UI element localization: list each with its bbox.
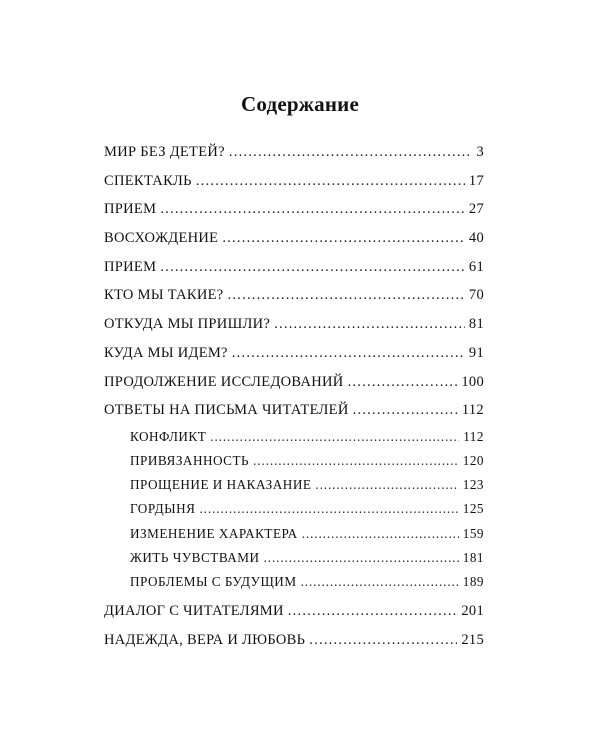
toc-subentry-page: 112 bbox=[463, 428, 484, 444]
toc-entry bbox=[104, 253, 484, 282]
toc-entry-label: КТО МЫ ТАКИЕ? bbox=[104, 287, 224, 304]
dot-leader bbox=[309, 626, 457, 655]
dot-leader bbox=[302, 522, 459, 546]
toc-subentry bbox=[104, 546, 484, 570]
toc-subentry-label: ГОРДЫНЯ bbox=[130, 501, 196, 517]
toc-subentry-label: КОНФЛИКТ bbox=[130, 428, 207, 444]
dot-leader bbox=[232, 339, 465, 368]
toc-entry-label: ПРИЕМ bbox=[104, 201, 157, 218]
dot-leader bbox=[210, 425, 459, 449]
toc-entry-page: 40 bbox=[468, 230, 484, 247]
toc-entry-page: 27 bbox=[468, 201, 484, 218]
toc-entry-label: ВОСХОЖДЕНИЕ bbox=[104, 230, 219, 247]
dot-leader bbox=[348, 368, 458, 397]
dot-leader bbox=[222, 224, 465, 253]
toc-entry bbox=[104, 597, 484, 626]
toc-entry-page: 70 bbox=[468, 287, 484, 304]
dot-leader bbox=[196, 167, 465, 196]
toc-entry-label: ОТВЕТЫ НА ПИСЬМА ЧИТАТЕЛЕЙ bbox=[104, 402, 349, 419]
page-title: Содержание bbox=[241, 92, 359, 116]
toc-entry bbox=[104, 368, 484, 397]
toc-subentry-page: 123 bbox=[462, 477, 484, 493]
toc-entry-page: 91 bbox=[468, 344, 484, 361]
toc-entry bbox=[104, 224, 484, 253]
toc-subentry-label: ЖИТЬ ЧУВСТВАМИ bbox=[130, 549, 260, 565]
toc-entry-page: 61 bbox=[468, 258, 484, 275]
toc-entry bbox=[104, 138, 484, 167]
dot-leader bbox=[315, 473, 458, 497]
toc-subentry bbox=[104, 449, 484, 473]
toc-subentry-page: 189 bbox=[462, 574, 484, 589]
toc-subentry-page: 181 bbox=[462, 549, 484, 565]
dot-leader bbox=[229, 138, 473, 167]
dot-leader bbox=[228, 281, 465, 310]
toc-entry-label: ДИАЛОГ С ЧИТАТЕЛЯМИ bbox=[104, 603, 284, 620]
toc-subentry bbox=[104, 522, 484, 546]
dot-leader bbox=[301, 570, 459, 594]
toc-entry bbox=[104, 626, 484, 655]
toc-entry-label: ОТКУДА МЫ ПРИШЛИ? bbox=[104, 316, 271, 333]
toc-entry-label: НАДЕЖДА, ВЕРА И ЛЮБОВЬ bbox=[104, 631, 306, 648]
toc-subentry-page: 125 bbox=[462, 501, 484, 517]
toc-entry-page: 201 bbox=[461, 603, 484, 620]
toc-entry-page: 100 bbox=[461, 373, 484, 390]
table-of-contents bbox=[104, 138, 484, 655]
dot-leader bbox=[160, 253, 465, 282]
dot-leader bbox=[353, 396, 458, 425]
toc-entry-label: МИР БЕЗ ДЕТЕЙ? bbox=[104, 144, 225, 160]
toc-subentry-label: ПРОЩЕНИЕ И НАКАЗАНИЕ bbox=[130, 477, 312, 493]
toc-subentry-label: ПРИВЯЗАННОСТЬ bbox=[130, 453, 250, 469]
dot-leader bbox=[274, 310, 465, 339]
toc-entry-page: 81 bbox=[468, 316, 484, 333]
toc-entry-page: 215 bbox=[461, 631, 484, 648]
toc-subentry-label: ПРОБЛЕМЫ С БУДУЩИМ bbox=[130, 574, 297, 589]
toc-entry bbox=[104, 195, 484, 224]
toc-subentry bbox=[104, 570, 484, 594]
toc-entry-label: ПРИЕМ bbox=[104, 258, 157, 275]
toc-subentry bbox=[104, 497, 484, 521]
toc-subentry-page: 120 bbox=[462, 453, 484, 469]
toc-entry bbox=[104, 281, 484, 310]
toc-entry-page: 112 bbox=[461, 402, 484, 419]
toc-entry bbox=[104, 339, 484, 368]
toc-subentry bbox=[104, 473, 484, 497]
dot-leader bbox=[253, 449, 459, 473]
toc-subentry-label: ИЗМЕНЕНИЕ ХАРАКТЕРА bbox=[130, 525, 298, 541]
toc-entry bbox=[104, 310, 484, 339]
toc-subentry-page: 159 bbox=[462, 525, 484, 541]
dot-leader bbox=[160, 195, 465, 224]
toc-entry bbox=[104, 396, 484, 425]
dot-leader bbox=[288, 597, 458, 626]
toc-entry-page: 3 bbox=[476, 144, 484, 160]
toc-entry-label: КУДА МЫ ИДЕМ? bbox=[104, 344, 228, 361]
toc-entry-label: ПРОДОЛЖЕНИЕ ИССЛЕДОВАНИЙ bbox=[104, 373, 344, 390]
toc-entry-label: СПЕКТАКЛЬ bbox=[104, 172, 192, 189]
toc-entry bbox=[104, 167, 484, 196]
dot-leader bbox=[264, 546, 459, 570]
toc-subentry bbox=[104, 425, 484, 449]
toc-entry-page: 17 bbox=[468, 172, 484, 189]
dot-leader bbox=[199, 497, 458, 521]
